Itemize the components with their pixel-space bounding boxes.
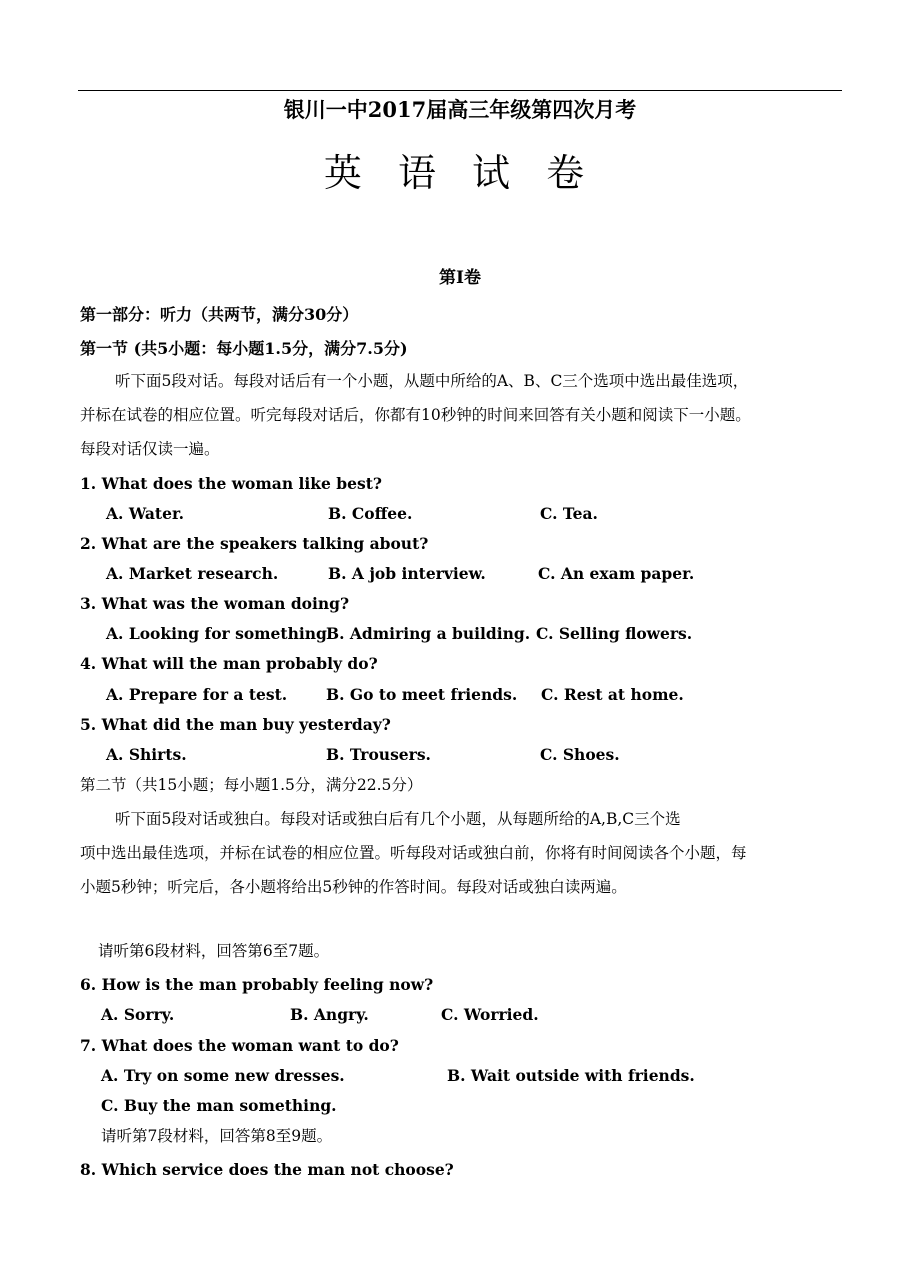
part1-title: 第一部分：听力（共两节，满分30分） bbox=[80, 305, 359, 324]
option-a: A. Prepare for a test. bbox=[106, 685, 288, 704]
option-c: C. Tea. bbox=[540, 504, 598, 523]
section2-instruction-line: 小题5秒钟；听完后，各小题将给出5秒钟的作答时间。每段对话或独白读两遍。 bbox=[80, 878, 627, 896]
question-6: 6. How is the man probably feeling now? bbox=[80, 975, 434, 994]
section1-title: 第一节 (共5小题：每小题1.5分，满分7.5分) bbox=[80, 339, 408, 358]
option-a: A. Try on some new dresses. bbox=[101, 1066, 345, 1085]
section2-instruction-line: 听下面5段对话或独白。每段对话或独白后有几个小题，从每题所给的A,B,C三个选 bbox=[115, 810, 681, 828]
volume-heading: 第Ⅰ卷 bbox=[439, 268, 481, 288]
section2-instruction-line: 项中选出最佳选项，并标在试卷的相应位置。听每段对话或独白前，你将有时间阅读各个小题，每 bbox=[80, 844, 747, 862]
question-1: 1. What does the woman like best? bbox=[80, 474, 382, 493]
section1-instruction-line: 并标在试卷的相应位置。听完每段对话后，你都有10秒钟的时间来回答有关小题和阅读下一小题。 bbox=[80, 406, 751, 424]
question-7: 7. What does the woman want to do? bbox=[80, 1036, 399, 1055]
option-c: C. Buy the man something. bbox=[101, 1096, 337, 1115]
option-a: A. Shirts. bbox=[106, 745, 187, 764]
option-a: A. Looking for something. bbox=[106, 624, 333, 643]
question-4: 4. What will the man probably do? bbox=[80, 654, 378, 673]
material-6-prompt: 请听第6段材料，回答第6至7题。 bbox=[98, 942, 330, 960]
question-5: 5. What did the man buy yesterday? bbox=[80, 715, 391, 734]
option-a: A. Market research. bbox=[106, 564, 279, 583]
material-7-prompt: 请听第7段材料，回答第8至9题。 bbox=[101, 1127, 333, 1145]
option-b: B. Wait outside with friends. bbox=[447, 1066, 695, 1085]
option-a: A. Water. bbox=[106, 504, 185, 523]
question-8: 8. Which service does the man not choose? bbox=[80, 1160, 454, 1179]
option-b: B. A job interview. bbox=[328, 564, 486, 583]
option-c: C. Selling flowers. bbox=[536, 624, 693, 643]
option-b: B. Go to meet friends. bbox=[326, 685, 518, 704]
option-c: C. Shoes. bbox=[540, 745, 620, 764]
option-b: B. Admiring a building. bbox=[326, 624, 531, 643]
option-c: C. An exam paper. bbox=[538, 564, 695, 583]
option-c: C. Rest at home. bbox=[541, 685, 684, 704]
option-b: B. Coffee. bbox=[328, 504, 413, 523]
subject-title: 英 语 试 卷 bbox=[323, 151, 597, 195]
header-rule bbox=[78, 90, 842, 91]
option-b: B. Angry. bbox=[290, 1005, 369, 1024]
section2-title: 第二节（共15小题；每小题1.5分，满分22.5分） bbox=[80, 776, 423, 794]
option-a: A. Sorry. bbox=[101, 1005, 175, 1024]
school-line: 银川一中2017届高三年级第四次月考 bbox=[283, 97, 637, 122]
question-3: 3. What was the woman doing? bbox=[80, 594, 350, 613]
section1-instruction-line: 每段对话仅读一遍。 bbox=[80, 440, 220, 458]
option-c: C. Worried. bbox=[441, 1005, 539, 1024]
section1-instruction-line: 听下面5段对话。每段对话后有一个小题，从题中所给的A、B、C三个选项中选出最佳选项， bbox=[115, 372, 749, 390]
option-b: B. Trousers. bbox=[326, 745, 431, 764]
question-2: 2. What are the speakers talking about? bbox=[80, 534, 429, 553]
